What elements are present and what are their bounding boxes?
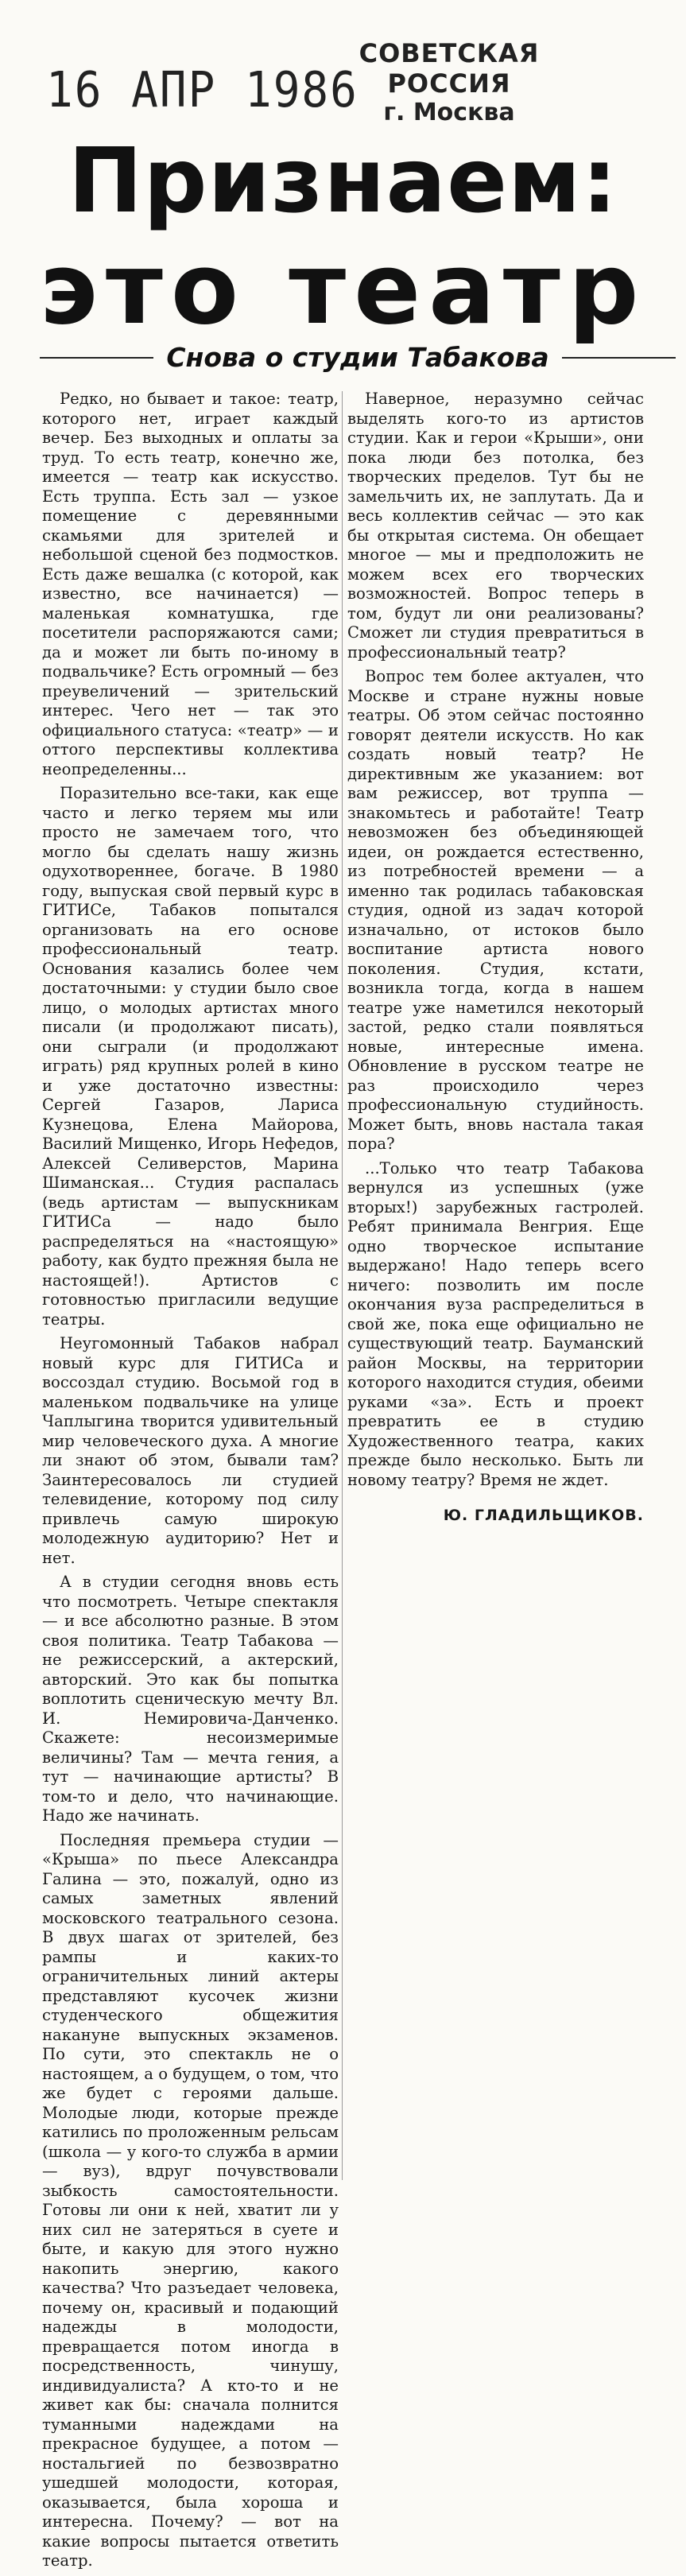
newspaper-city: г. Москва xyxy=(383,99,515,126)
subtitle-rule-right xyxy=(562,357,676,359)
subtitle-rule-left xyxy=(40,357,153,359)
paragraph: Редко, но бывает и такое: театр, которого нет, играет каждый вечер. Без выходных и оплаты за труд. То есть театр, конечно же, имеется — театр как искусство. Есть труппа. Есть зал — узкое помещение с деревянными скамьями для зрителей и небольшой сценой без подмостков. Есть даже вешалка (с которой, как известно, все начинается) — маленькая комнатушка, где посетители распоряжаются сами; да и может ли быть по-иному в подвальчике? Есть огромный — без преувеличений — зрительский интерес. Чего нет — так это официального статуса: «театр» — и оттого перспективы коллектива неопределенны... xyxy=(42,390,339,778)
headline xyxy=(0,130,686,347)
paragraph: Последняя премьера студии — «Крыша» по пьесе Александра Галина — это, пожалуй, одно из самых заметных явлений московского театрального сезона. В двух шагах от зрителей, без рампы и каких-то ограничительных линий актеры представляют кусочек жизни студенческого общежития накануне выпускных экзаменов. По сути, это спектакль не о настоящем, а о будущем, о том, что же будет с героями дальше. Молодые люди, которые прежде катились по проложенным рельсам (школа — у кого-то служба в армии — вуз), вдруг почувствовали зыбкость самостоятельности. Готовы ли они к ней, хватит ли у них сил не затеряться в суете и быте, и какую для этого нужно накопить энергию, какого качества? Что разъедает человека, почему он, красивый и подающий надежды в молодости, превращается потом иногда в посредственность, чинушу, индивидуалиста? А кто-то и не живет как бы: сначала полнится туманными надеждами на прекрасное будущее, а потом — ностальгией по безвозвратно ушедшей молодости, которая, оказывается, была хороша и интересна. Почему? — вот на какие вопросы пытается ответить театр. xyxy=(42,1830,339,2570)
paragraph: ...Только что театр Табакова вернулся из успешных (уже вторых!) зарубежных гастролей. Ребят принимала Венгрия. Еще одно творческое испытание выдержано! Надо теперь всего ничего: позволить им после окончания вуза распределиться в свой же, пока еще официально не существующий театр. Бауманский район Москвы, на территории которого находится студия, обеими руками «за». Есть и проект превратить ее в студию Художественного театра, каких прежде было несколько. Быть ли новому театру? Время не ждет. xyxy=(347,1158,644,1489)
subtitle: Снова о студии Табакова xyxy=(166,342,549,373)
article-column-left xyxy=(42,390,339,2576)
column-divider xyxy=(342,391,343,2180)
headline-line-2: это театр xyxy=(39,232,647,347)
source-stamp xyxy=(330,38,568,126)
paragraph: Неугомонный Табаков набрал новый курс для ГИТИСа и воссоздал студию. Восьмой год в маленьком подвальчике на улице Чаплыгина творится удивительный мир человеческого духа. А многие ли знают об этом, бывали там? Заинтересовалось ли студией телевидение, которому под силу привлечь самую широкую молодежную аудиторию? Нет и нет. xyxy=(42,1334,339,1567)
paragraph: Поразительно все-таки, как еще часто и легко теряем мы или просто не замечаем того, что могло бы сделать нашу жизнь одухотвореннее, богаче. В 1980 году, выпуская свой первый курс в ГИТИСе, Табаков попытался организовать на его основе профессиональный театр. Основания казались более чем достаточными: у студии было свое лицо, о молодых артистах много писали (и продолжают писать), они сыграли (и продолжают играть) ряд крупных ролей в кино и уже достаточно известны: Сергей Газаров, Лариса Кузнецова, Елена Майорова, Василий Мищенко, Игорь Нефедов, Алексей Селиверстов, Марина Шиманская... Студия распалась (ведь артистам — выпускникам ГИТИСа — надо было распределяться на «настоящую» работу, как будто прежняя была не настоящей!). Артистов с готовностью пригласили ведущие театры. xyxy=(42,784,339,1329)
paragraph: А в студии сегодня вновь есть что посмотреть. Четыре спектакля — и все абсолютно разные. В этом своя политика. Театр Табакова — не режиссерский, а актерский, авторский. Это как бы попытка воплотить сценическую мечту Вл. И. Немировича-Данченко. Скажете: несоизмеримые величины? Там — мечта гения, а тут — начинающие артисты? В том-то и дело, что начинающие. Надо же начинать. xyxy=(42,1573,339,1825)
author-signature: Ю. ГЛАДИЛЬЩИКОВ. xyxy=(443,1507,644,1524)
article-column-right xyxy=(347,390,644,1526)
headline-line-1: Признаем: xyxy=(68,130,618,233)
paragraph: Вопрос тем более актуален, что Москве и стране нужны новые театры. Об этом сейчас постоянно говорят деятели искусств. Но как создать новый театр? Не директивным же указанием: вот вам режиссер, вот труппа — знакомьтесь и работайте! Театр невозможен без объединяющей идеи, он рождается естественно, из потребностей времени — а именно так родилась табаковская студия, одной из задач которой изначально, от истоков было воспитание артиста нового поколения. Студия, кстати, возникла тогда, когда в нашем театре уже наметился некоторый застой, редко стали появляться новые, интересные имена. Обновление в русском театре не раз происходило через профессиональную студийность. Может быть, вновь настала такая пора? xyxy=(347,667,644,1153)
newspaper-name: СОВЕТСКАЯ РОССИЯ xyxy=(359,38,540,99)
subtitle-row xyxy=(40,342,676,373)
publication-date: 16 АПР 1986 xyxy=(46,62,359,119)
paragraph: Наверное, неразумно сейчас выделять кого-то из артистов студии. Как и герои «Крыши», они пока люди без потолка, без творческих пределов. Тут бы не замельчить их, не заплутать. Да и весь коллектив сейчас — это как бы открытая система. Он обещает многое — мы и предположить не можем всех его творческих возможностей. Вопрос теперь в том, будут ли они реализованы? Сможет ли студия превратиться в профессиональный театр? xyxy=(347,390,644,661)
